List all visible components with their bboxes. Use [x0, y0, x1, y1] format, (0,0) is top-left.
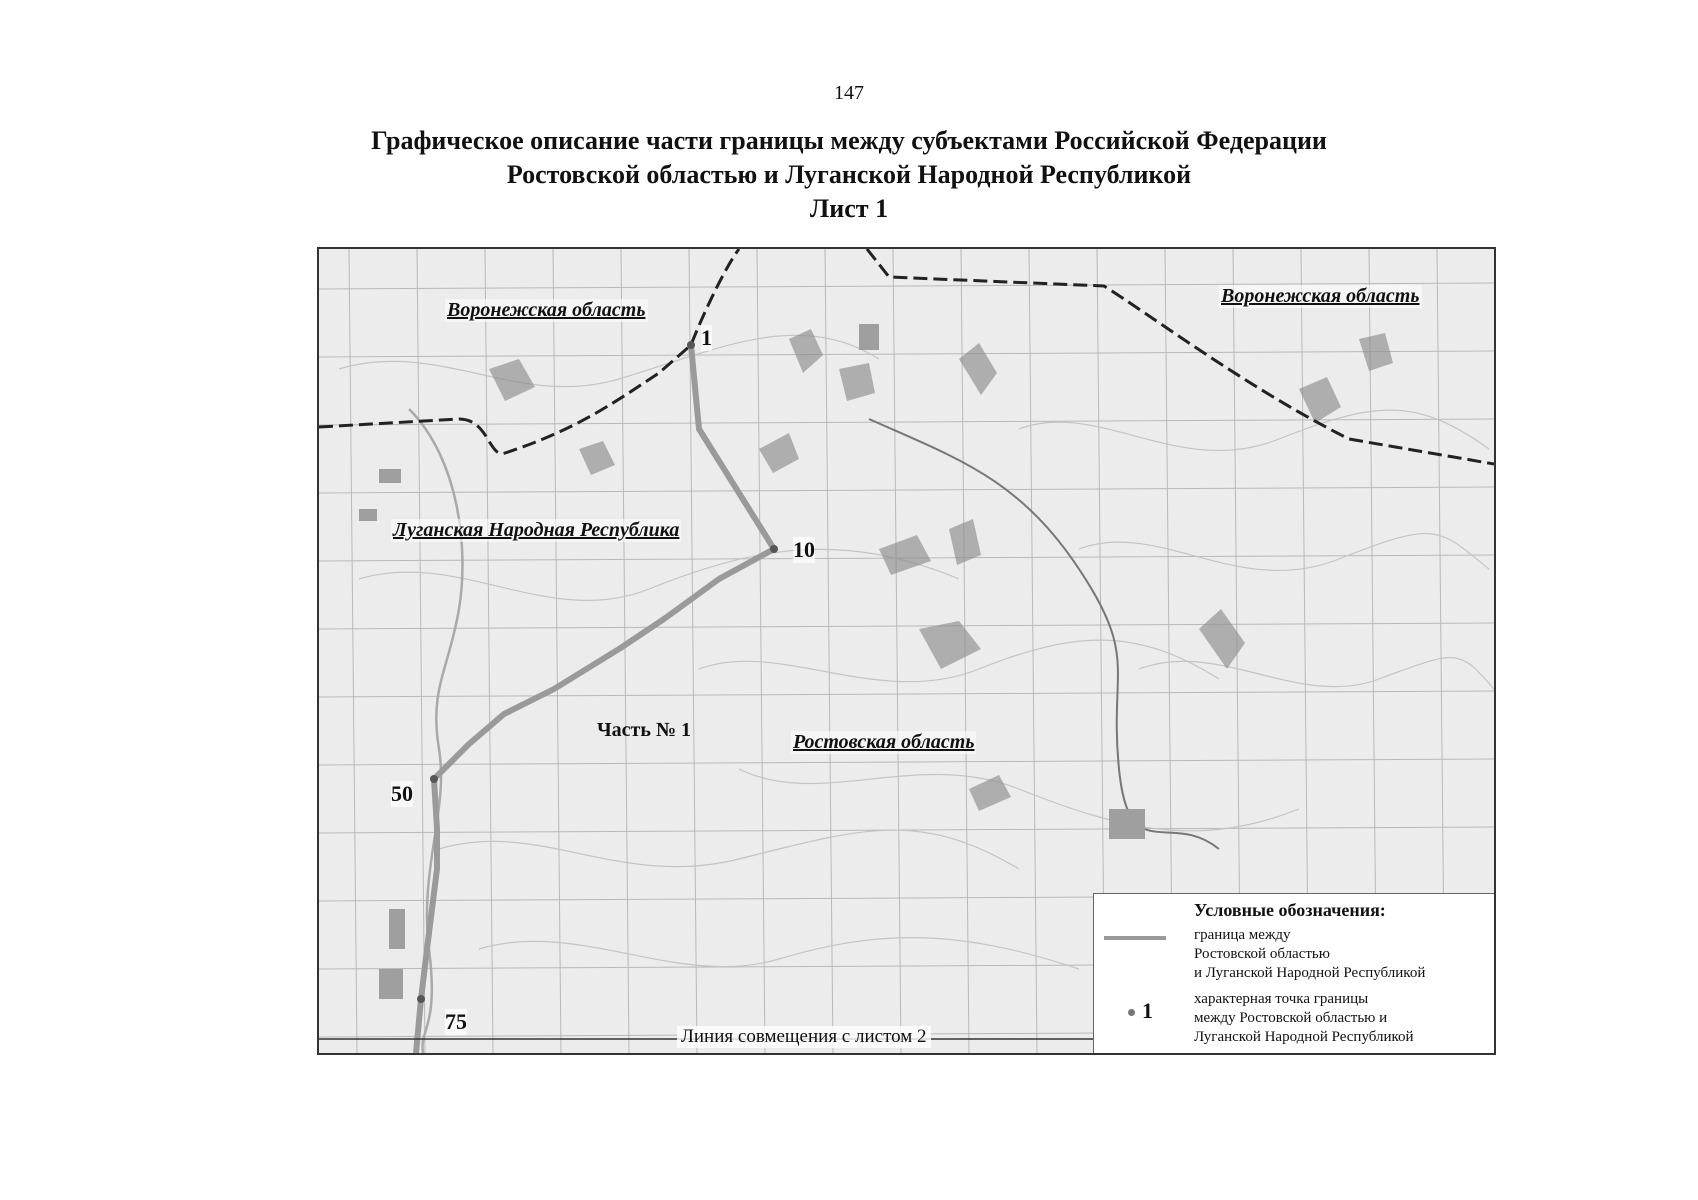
legend-point-description: [1194, 990, 1414, 1047]
map-frame: [317, 247, 1496, 1055]
map-legend: [1093, 893, 1494, 1053]
label-lugansk-peoples-republic: Луганская Народная Республика: [393, 519, 680, 541]
legend-boundary-line-3: и Луганской Народной Республикой: [1194, 965, 1426, 981]
page-number: 147: [834, 82, 864, 104]
title-line-3: Лист 1: [809, 194, 889, 223]
boundary-point-75: 75: [445, 1009, 467, 1034]
join-line-label: Линия совмещения с листом 2: [677, 1026, 931, 1048]
title-line-2: Ростовской областью и Луганской Народной Республикой: [506, 160, 1192, 189]
legend-boundary-line-2: Ростовской областью: [1194, 946, 1330, 962]
legend-title: Условные обозначения:: [1194, 900, 1386, 920]
boundary-point-10: 10: [793, 537, 815, 562]
legend-point-line-2: между Ростовской областью и: [1194, 1010, 1388, 1026]
legend-boundary-description: [1194, 926, 1425, 983]
legend-boundary-line-symbol: [1104, 936, 1166, 940]
label-voronezh-oblast-right: Воронежская область: [1221, 285, 1420, 307]
legend-point-line-1: характерная точка границы: [1194, 991, 1369, 1007]
legend-point-line-3: Луганской Народной Республикой: [1194, 1029, 1414, 1045]
legend-point-dot-icon: [1128, 1009, 1135, 1016]
legend-point-symbol: 1: [1142, 998, 1153, 1023]
part-label: Часть № 1: [597, 719, 692, 741]
label-voronezh-oblast-left: Воронежская область: [447, 299, 646, 321]
title-line-1: Графическое описание части границы между субъектами Российской Федерации: [371, 126, 1327, 155]
document-title: [0, 124, 1698, 226]
boundary-point-50: 50: [391, 781, 413, 806]
label-rostov-oblast: Ростовская область: [793, 731, 975, 753]
legend-boundary-line-1: граница между: [1194, 927, 1291, 943]
boundary-point-1: 1: [701, 325, 712, 350]
